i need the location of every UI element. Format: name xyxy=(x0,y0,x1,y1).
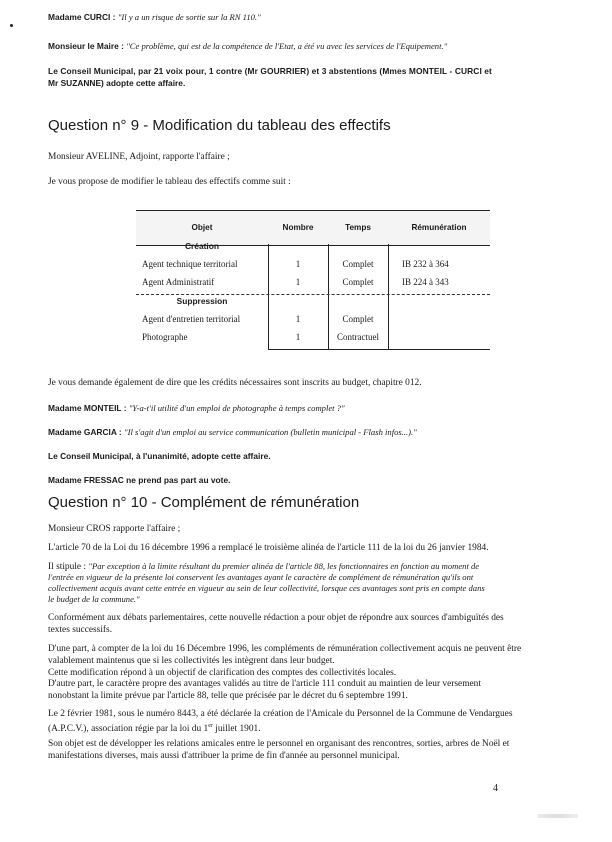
header-remuneration: Rémunération xyxy=(411,223,467,232)
q9-vote: Le Conseil Municipal, à l'unanimité, adopte cette affaire. xyxy=(48,451,271,461)
creation-row-1-remuneration: IB 232 à 364 xyxy=(402,259,449,269)
creation-row-2-remuneration: IB 224 à 343 xyxy=(402,277,449,287)
quote-text: "Il y a un risque de sortie sur la RN 110." xyxy=(117,12,261,22)
speaker-name: Monsieur le Maire xyxy=(48,41,119,51)
quote-text: "Ce problème, qui est de la compétence de l'Etat, a été vu avec les services de l'Equipement." xyxy=(126,41,448,51)
q10-paragraph-4-line3: Cette modification répond à un objectif de clarification des comptes des collectivités locales. xyxy=(48,668,397,678)
q10-paragraph-3-line1: Conformément aux débats parlementaires, cette nouvelle rédaction a pour objet de répondre aux sources d'ambiguïtés des xyxy=(48,613,504,623)
suppression-row-2-nombre: 1 xyxy=(295,332,301,342)
q10-paragraph-3-line2: textes successifs. xyxy=(48,625,113,635)
page-number: 4 xyxy=(493,783,498,794)
q10-stipule-line3: collectivement acquis avant cette entrée en vigueur au sein de leur collectivité, lorsque ces avantages sont pris en compte dans xyxy=(48,583,485,593)
q10-paragraph-5-line2 xyxy=(48,721,578,735)
header-nombre: Nombre xyxy=(282,223,314,232)
col-divider xyxy=(388,244,389,350)
section-suppression: Suppression xyxy=(176,296,228,306)
suppression-row-1-nombre: 1 xyxy=(295,314,301,324)
garcia-remark: Madame GARCIA : "Il s'agit d'un emploi au service communication (bulletin municipal - Flash infos...)." xyxy=(48,427,417,437)
scan-smudge xyxy=(538,814,578,818)
question-9-heading: Question n° 9 - Modification du tableau des effectifs xyxy=(48,117,391,134)
q9-fressac-note: Madame FRESSAC ne prend pas part au vote. xyxy=(48,475,231,485)
vote-result-line1: Le Conseil Municipal, par 21 voix pour, 1 contre (Mr GOURRIER) et 3 abstentions (Mmes MONTEIL - CURCI et xyxy=(48,66,492,76)
header-temps: Temps xyxy=(345,223,371,232)
q10-stipule-line2: l'entrée en vigueur de la présente loi conservent les avantages ayant le caractère de complément de rémunération qu'ils ont xyxy=(48,572,474,582)
quote-text: "Y-a-t'il utilité d'un emploi de photographe à temps complet ?" xyxy=(128,403,345,413)
q10-paragraph-4-line1: D'une part, à compter de la loi du 16 Décembre 1996, les compléments de rémunération collectivement acquis ne peuvent être xyxy=(48,644,522,654)
q10-paragraph-1: L'article 70 de la Loi du 16 décembre 1996 a remplacé le troisième alinéa de l'article 111 de la loi du 26 janvier 1984. xyxy=(48,543,489,553)
q10-rapporteur: Monsieur CROS rapporte l'affaire ; xyxy=(48,524,181,534)
creation-row-1-objet: Agent technique territorial xyxy=(142,259,238,269)
p5-text-a: (A.P.C.V.), association régie par la loi du 1 xyxy=(48,724,209,735)
header-objet: Objet xyxy=(191,223,213,232)
stipule-quote: "Par exception à la limite résultant du premier alinéa de l'article 88, les fonctionnaires en fonction au moment de xyxy=(88,561,480,571)
suppression-row-2-objet: Photographe xyxy=(142,332,188,342)
creation-row-2-temps: Complet xyxy=(342,277,374,287)
vote-result-line2: Mr SUZANNE) adopte cette affaire. xyxy=(48,78,186,88)
q9-rapporteur: Monsieur AVELINE, Adjoint, rapporte l'affaire ; xyxy=(48,152,230,162)
suppression-row-2-temps: Contractuel xyxy=(337,332,379,342)
stipule-prefix: Il stipule : xyxy=(48,562,89,572)
suppression-row-1-objet: Agent d'entretien territorial xyxy=(142,314,241,324)
margin-dot xyxy=(10,24,13,27)
q10-paragraph-4-line4: D'autre part, le caractère propre des avantages validés au titre de l'article 111 conduit au maintien de leur versement xyxy=(48,679,481,689)
q9-proposal: Je vous propose de modifier le tableau des effectifs comme suit : xyxy=(48,177,291,187)
suppression-row-1-temps: Complet xyxy=(342,314,374,324)
section-creation: Création xyxy=(185,241,219,251)
p5-text-b: juillet 1901. xyxy=(212,724,261,735)
creation-row-2-objet: Agent Administratif xyxy=(142,277,215,287)
q10-paragraph-4-line2: valablement maintenus que si les collectivités les intègrent dans leur budget. xyxy=(48,656,335,666)
speaker-name: Madame GARCIA xyxy=(48,427,117,437)
quote-text: "Il s'agit d'un emploi au service communication (bulletin municipal - Flash infos...)." xyxy=(124,427,417,437)
speaker-name: Madame CURCI xyxy=(48,12,111,22)
section-separator xyxy=(136,294,490,295)
p5-superscript: er xyxy=(208,723,213,729)
q10-paragraph-6-line2: manifestations diverses, mais aussi d'attribuer la prime de fin d'année au personnel municipal. xyxy=(48,751,400,761)
q10-stipule-line4: le budget de la commune." xyxy=(48,594,140,604)
creation-row-1-nombre: 1 xyxy=(295,259,301,269)
curci-remark: Madame CURCI : "Il y a un risque de sortie sur la RN 110." xyxy=(48,12,261,22)
q10-paragraph-5-line1: Le 2 février 1981, sous le numéro 8443, a été déclarée la création de l'Amicale du Personnel de la Commune de Vendargues xyxy=(48,709,513,719)
q10-paragraph-4-line5: nonobstant la limite prévue par l'article 88, telle que précisée par le décret du 6 septembre 1991. xyxy=(48,691,408,701)
q10-paragraph-6-line1: Son objet est de développer les relations amicales entre le personnel en organisant des rencontres, sorties, arbres de Noël et xyxy=(48,739,510,749)
maire-remark: Monsieur le Maire : "Ce problème, qui est de la compétence de l'Etat, a été vu avec les services de l'Equipement." xyxy=(48,41,448,51)
question-10-heading: Question n° 10 - Complément de rémunération xyxy=(48,494,360,511)
creation-row-2-nombre: 1 xyxy=(295,277,301,287)
creation-row-1-temps: Complet xyxy=(342,259,374,269)
speaker-name: Madame MONTEIL xyxy=(48,403,122,413)
q9-budget: Je vous demande également de dire que les crédits nécessaires sont inscrits au budget, chapitre 012. xyxy=(48,378,422,388)
table-bottom-border xyxy=(268,349,490,350)
monteil-remark: Madame MONTEIL : "Y-a-t'il utilité d'un emploi de photographe à temps complet ?" xyxy=(48,403,345,413)
